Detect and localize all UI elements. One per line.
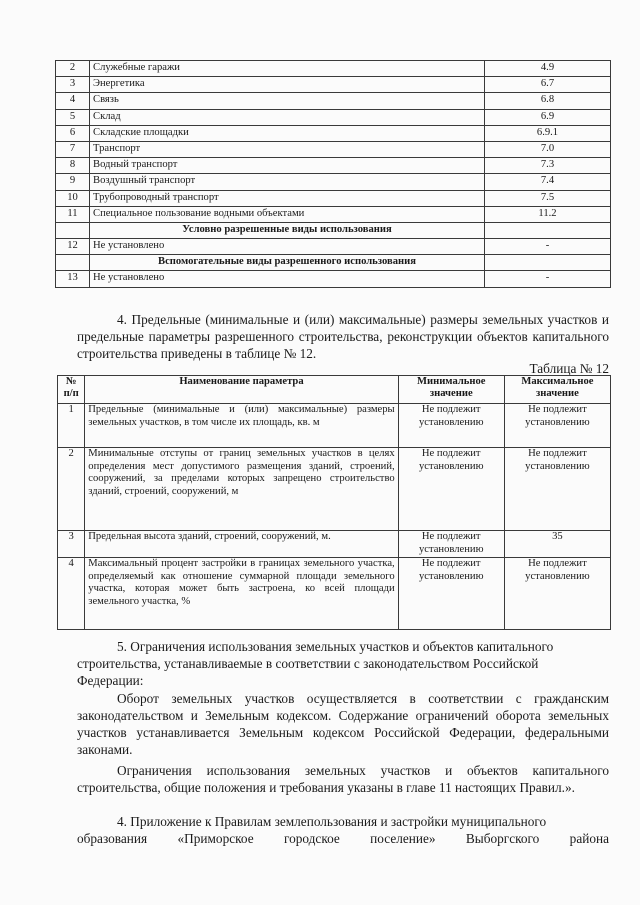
table-row [58,404,611,448]
header-min: Минимальное значение [398,376,504,404]
use-type-name: Склад [90,109,485,125]
use-type-name: Не установлено [90,271,485,287]
parameter-name: Предельные (минимальные и (или) максимальные) размеры земельных участков, в том числе их площадь, кв. м [85,404,398,448]
section-row-auxiliary [56,255,611,271]
use-type-name: Воздушный транспорт [90,174,485,190]
table-row [56,125,611,141]
row-number: 2 [58,448,85,531]
paragraph-appendix-line2: образования «Приморское городское поселение» Выборгского района [77,831,609,846]
header-name: Наименование параметра [85,376,398,404]
paragraph-restrictions: Ограничения использования земельных участков и объектов капитального строительства, общие положения и требования указаны в главе 11 настоящих Правил.». [77,763,609,795]
table-row [56,109,611,125]
row-number: 12 [56,239,90,255]
row-number: 3 [58,531,85,558]
row-number: 6 [56,125,90,141]
header-num: № п/п [58,376,85,404]
paragraph-4-limits: 4. Предельные (минимальные и (или) максимальные) размеры земельных участков и предельные параметры разрешенного строительства, реконструкции объектов капитального строительства приведены в таблице № 12. [77,312,609,361]
paragraph-5-line1: 5. Ограничения использования земельных участков и объектов капитального [117,639,554,654]
min-value: Не подлежит установлению [398,531,504,558]
min-value: Не подлежит установлению [398,404,504,448]
paragraph-appendix-line1: 4. Приложение к Правилам землепользования и застройки муниципального [117,814,547,829]
row-number: 4 [56,93,90,109]
use-type-name: Служебные гаражи [90,61,485,77]
table-row [56,61,611,77]
use-type-name: Не установлено [90,239,485,255]
row-number: 8 [56,158,90,174]
use-type-name: Транспорт [90,141,485,157]
use-type-code: 4.9 [485,61,611,77]
row-number: 3 [56,77,90,93]
paragraph-5-line2: строительства, устанавливаемые в соответствии с законодательством Российской [77,656,539,671]
use-type-name: Связь [90,93,485,109]
paragraph-turnover: Оборот земельных участков осуществляется в соответствии с гражданским законодательством и Земельным кодексом. Содержание ограничений оборота земельных участков устанавливается Земельным кодексом Российской Федерации, федеральными законами. [77,691,609,757]
use-type-code: 7.4 [485,174,611,190]
paragraph-5-line3: Федерации: [77,673,144,688]
parameter-name: Минимальные отступы от границ земельных участков в целях определения мест допустимого размещения зданий, строений, сооружений, за пределами которых запрещено строительство зданий, строений, сооружений, м [85,448,398,531]
row-number: 1 [58,404,85,448]
use-type-name: Водный транспорт [90,158,485,174]
min-value: Не подлежит установлению [398,448,504,531]
table-row [56,93,611,109]
table-12-caption: Таблица № 12 [529,361,609,376]
empty-cell [56,255,90,271]
use-type-name: Складские площадки [90,125,485,141]
row-number: 7 [56,141,90,157]
use-type-code: 7.3 [485,158,611,174]
row-number: 9 [56,174,90,190]
use-type-code: 6.9.1 [485,125,611,141]
table-row [56,141,611,157]
parameter-name: Предельная высота зданий, строений, сооружений, м. [85,531,398,558]
land-use-types-table [55,60,611,288]
empty-cell [485,222,611,238]
parameter-name: Максимальный процент застройки в границах земельного участка, определяемый как отношение суммарной площади земельного участка, которая может быть застроена, ко всей площади земельного участка, % [85,558,398,630]
section-title: Условно разрешенные виды использования [90,222,485,238]
min-value: Не подлежит установлению [398,558,504,630]
table-header-row [58,376,611,404]
row-number: 5 [56,109,90,125]
use-type-code: 6.7 [485,77,611,93]
max-value: Не подлежит установлению [504,448,610,531]
row-number: 2 [56,61,90,77]
use-type-code: - [485,239,611,255]
use-type-code: 11.2 [485,206,611,222]
use-type-code: 7.0 [485,141,611,157]
header-max: Максимальное значение [504,376,610,404]
table-row [58,448,611,531]
use-type-code: 6.9 [485,109,611,125]
use-type-name: Трубопроводный транспорт [90,190,485,206]
max-value: 35 [504,531,610,558]
row-number: 11 [56,206,90,222]
max-value: Не подлежит установлению [504,404,610,448]
use-type-name: Специальное пользование водными объектами [90,206,485,222]
empty-cell [485,255,611,271]
row-number: 13 [56,271,90,287]
table-row [56,174,611,190]
use-type-name: Энергетика [90,77,485,93]
section-title: Вспомогательные виды разрешенного использования [90,255,485,271]
parameters-table-12 [57,375,611,630]
table-row [56,158,611,174]
use-type-code: 7.5 [485,190,611,206]
row-number: 10 [56,190,90,206]
empty-cell [56,222,90,238]
use-type-code: - [485,271,611,287]
table-row [58,558,611,630]
use-type-code: 6.8 [485,93,611,109]
table-row [56,190,611,206]
table-row [58,531,611,558]
row-number: 4 [58,558,85,630]
section-row-conditional [56,222,611,238]
max-value: Не подлежит установлению [504,558,610,630]
table-row [56,239,611,255]
table-row [56,77,611,93]
table-row [56,206,611,222]
table-row [56,271,611,287]
